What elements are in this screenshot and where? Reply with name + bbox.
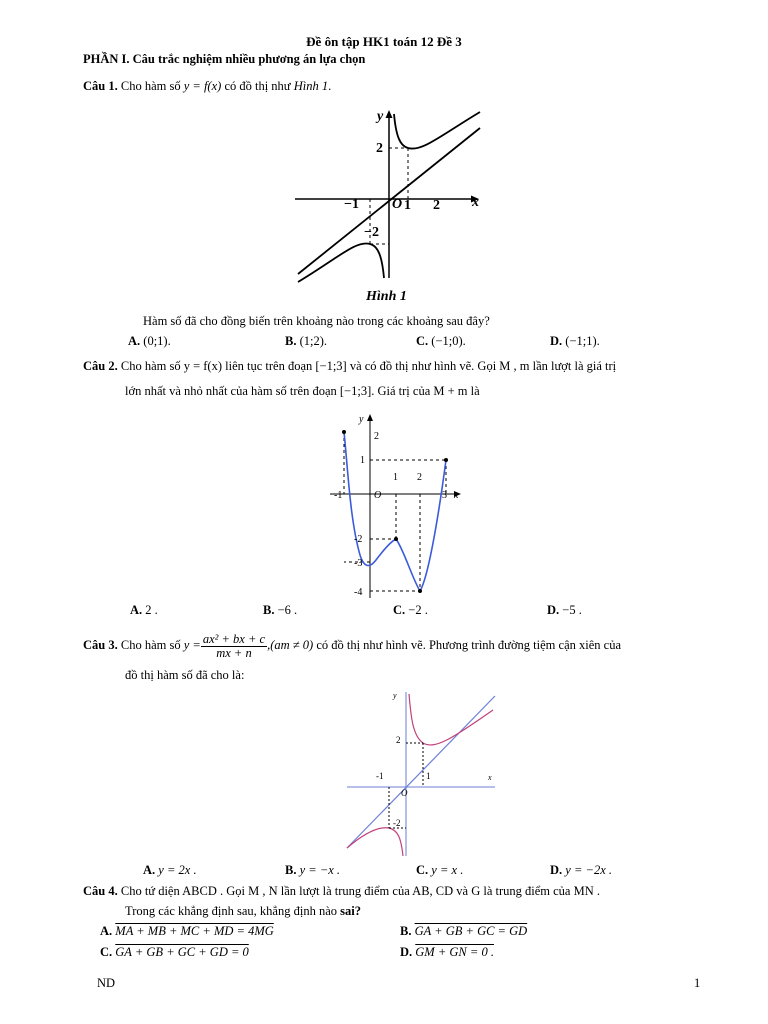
- q4-line1-text: Cho tứ diện ABCD . Gọi M , N lần lượt là trung điểm của AB, CD và G là trung điểm của MN .: [120, 884, 600, 898]
- footer-left: ND: [97, 976, 116, 990]
- q2-label-neg2: -2: [354, 534, 363, 545]
- q3-fraction: [201, 633, 267, 660]
- document-title: Đề ôn tập HK1 toán 12 Đề 3: [306, 34, 462, 49]
- q1-option-c: C. (−1;0).: [416, 334, 466, 348]
- q4-stem-line1: [83, 884, 600, 899]
- q2-option-b: B. −6 .: [263, 603, 298, 617]
- q1-stem: [83, 79, 331, 94]
- q1-graph: [290, 106, 490, 282]
- q2-label-x2: 2: [417, 472, 422, 483]
- q1-label-x: x: [472, 195, 479, 210]
- q2-stem-line1: [83, 359, 616, 374]
- q1-caption: Hình 1: [366, 289, 407, 304]
- q3-option-b: B. y = −x .: [285, 863, 341, 877]
- q3-curve-lower: [347, 828, 403, 856]
- q3-label-y: y: [393, 691, 397, 700]
- q1-option-d: D. (−1;1).: [550, 334, 600, 348]
- q3-option-d: D. y = −2x .: [550, 863, 612, 877]
- q1-option-b: B. (1;2).: [285, 334, 328, 348]
- q2-label-o: O: [374, 490, 382, 501]
- q1-label-y: y: [377, 109, 384, 124]
- q1-stem-a: Cho hàm số: [120, 79, 181, 93]
- q2-stem-line2: lớn nhất và nhỏ nhất của hàm số trên đoạn [−1;3]. Giá trị của M + m là: [125, 384, 480, 398]
- q3-condition: ,(am ≠ 0): [267, 638, 314, 652]
- q4-option-d: D. GM + GN = 0 .: [400, 945, 494, 959]
- q3-graph: [343, 688, 503, 860]
- q4-option-a: A. MA + MB + MC + MD = 4MG: [100, 924, 274, 938]
- q2-label-2: 2: [374, 431, 379, 442]
- q1-stem-b: có đồ thị như: [224, 79, 291, 93]
- q1-question: Hàm số đã cho đồng biến trên khoảng nào trong các khoảng sau đây?: [143, 314, 490, 328]
- q3-stem-b: có đồ thị như hình vẽ. Phương trình đường tiệm cận xiên của: [316, 638, 621, 652]
- q1-label-1: 1: [404, 198, 411, 213]
- q4-line2-b: sai?: [340, 904, 361, 918]
- q3-y-eq: y =: [183, 638, 201, 652]
- part-heading: PHẦN I. Câu trắc nghiệm nhiều phương án lựa chọn: [83, 52, 366, 66]
- q3-label-o: O: [401, 788, 408, 798]
- q1-label: Câu 1.: [83, 79, 118, 93]
- q2-label-neg1: -1: [334, 490, 343, 501]
- page-number: 1: [694, 976, 701, 990]
- q2-option-a: A. 2 .: [130, 603, 158, 617]
- q3-option-a: A. y = 2x .: [143, 863, 197, 877]
- q4-option-b: B. GA + GB + GC = GD: [400, 924, 528, 938]
- q3-curve-upper: [409, 694, 493, 745]
- q1-label-x2: 2: [433, 198, 440, 213]
- q1-option-a: A. (0;1).: [128, 334, 171, 348]
- q2-option-c: C. −2 .: [393, 603, 428, 617]
- q2-label: Câu 2.: [83, 359, 118, 373]
- q1-label-neg2: −2: [364, 225, 379, 240]
- q1-label-2: 2: [376, 141, 383, 156]
- q1-curve-upper: [394, 112, 480, 149]
- q4-stem-line2: [125, 904, 361, 919]
- q3-asymptote: [347, 696, 495, 848]
- q3-numerator: ax² + bx + c: [202, 631, 266, 646]
- q2-label-y: y: [359, 414, 364, 425]
- q4-label: Câu 4.: [83, 884, 118, 898]
- q3-label-neg1: -1: [376, 771, 384, 781]
- q1-formula: y = f(x): [183, 79, 222, 93]
- q2-line1-text: Cho hàm số y = f(x) liên tục trên đoạn [−1;3] và có đồ thị như hình vẽ. Gọi M , m lần lượt là giá trị: [120, 359, 617, 373]
- q3-label-1: 1: [426, 771, 431, 781]
- q1-label-o: O: [392, 197, 403, 212]
- q3-label-x: x: [488, 773, 492, 782]
- q2-label-x: x: [454, 490, 459, 501]
- q1-fig-ref: Hình 1: [293, 79, 329, 93]
- q1-stem-end: .: [328, 79, 332, 93]
- q3-stem-a: Cho hàm số: [120, 638, 181, 652]
- q2-graph: [320, 410, 470, 600]
- q4-line2-a: Trong các khẳng định sau, khẳng định nào: [125, 904, 341, 918]
- q2-option-d: D. −5 .: [547, 603, 582, 617]
- q3-option-c: C. y = x .: [416, 863, 464, 877]
- q3-stem-line2: đồ thị hàm số đã cho là:: [125, 668, 245, 682]
- q3-stem-line1: [83, 632, 621, 660]
- q3-label: Câu 3.: [83, 638, 118, 652]
- q2-label-neg4: -4: [354, 587, 363, 598]
- q1-label-neg1: −1: [344, 197, 359, 212]
- q2-label-3: 3: [442, 490, 447, 501]
- q3-label-2: 2: [396, 735, 401, 745]
- q3-label-neg2: -2: [393, 818, 401, 828]
- q2-label-1: 1: [360, 455, 365, 466]
- q3-denominator: mx + n: [216, 645, 252, 660]
- q4-option-c: C. GA + GB + GC + GD = 0: [100, 945, 249, 959]
- q2-label-neg3: -3: [354, 558, 363, 569]
- q2-label-x1: 1: [393, 472, 398, 483]
